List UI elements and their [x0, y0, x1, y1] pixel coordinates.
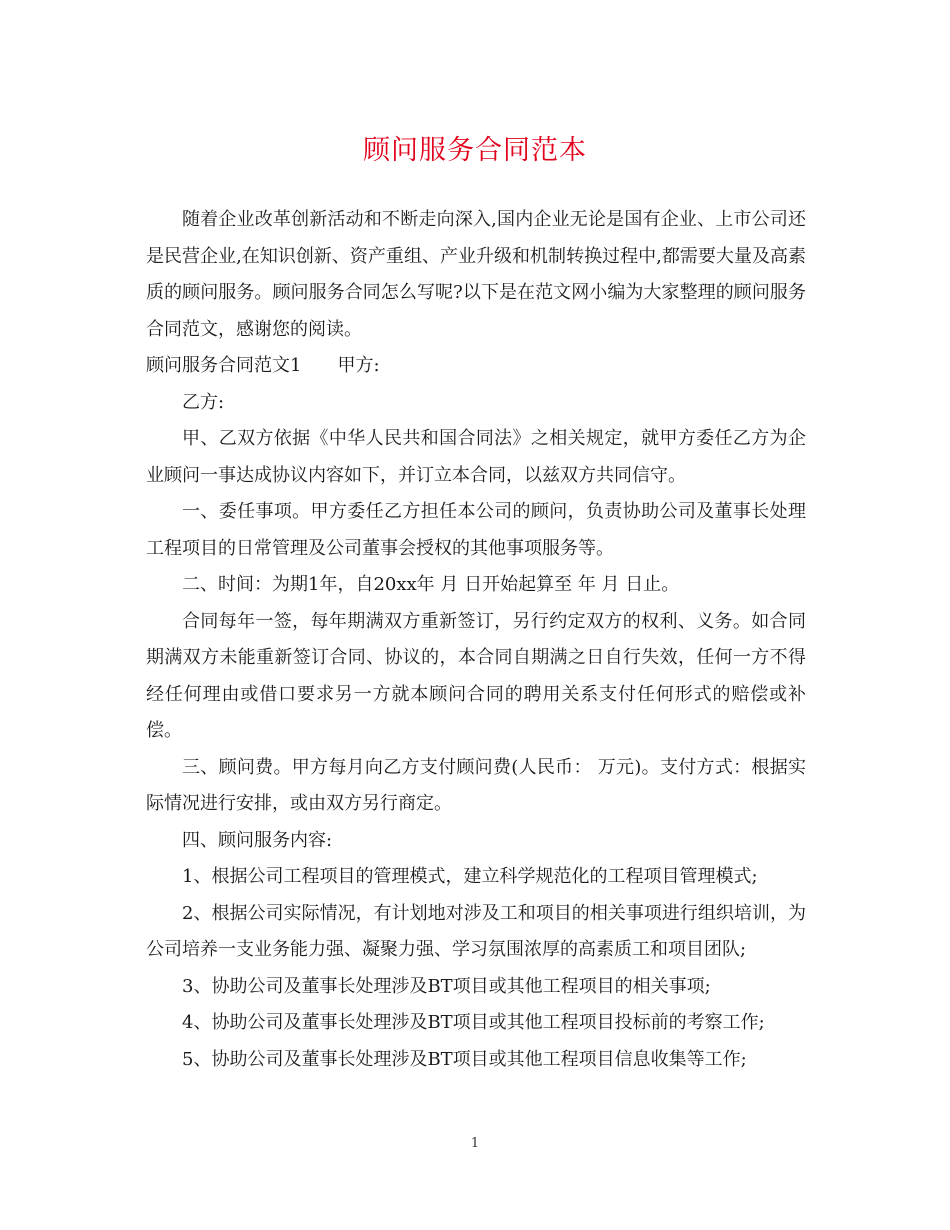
clause-2: 二、时间：为期1年，自20xx年 月 日开始起算至 年 月 日止。	[182, 574, 680, 595]
service-item-5: 5、协助公司及董事长处理涉及BT项目或其他工程项目信息收集等工作;	[182, 1048, 747, 1070]
page-number: 1	[470, 1136, 480, 1151]
sample-heading-party-a: 顾问服务合同范文1 甲方:	[146, 355, 380, 376]
clause-3: 三、顾问费。甲方每月向乙方支付顾问费(人民币： 万元)。支付方式：根据实际情况进行安排，或由双方另行商定。	[146, 756, 806, 814]
document-title: 顾问服务合同范本	[363, 135, 587, 166]
clause-1: 一、委任事项。甲方委任乙方担任本公司的顾问，负责协助公司及董事长处理工程项目的日常管理及公司董事会授权的其他事项服务等。	[146, 501, 806, 559]
service-item-4: 4、协助公司及董事长处理涉及BT项目或其他工程项目投标前的考察工作;	[182, 1012, 765, 1033]
document-body	[146, 202, 806, 1078]
service-item-2: 2、根据公司实际情况，有计划地对涉及工和项目的相关事项进行组织培训，为公司培养一支业务能力强、凝聚力强、学习氛围浓厚的高素质工和项目团队;	[146, 902, 806, 960]
party-b-label: 乙方:	[182, 391, 225, 413]
clause-4-heading: 四、顾问服务内容:	[182, 829, 333, 851]
agreement-paragraph: 甲、乙双方依据《中华人民共和国合同法》之相关规定，就甲方委任乙方为企业顾问一事达成协议内容如下，并订立本合同，以兹双方共同信守。	[146, 428, 806, 486]
renewal-paragraph: 合同每年一签，每年期满双方重新签订，另行约定双方的权利、义务。如合同期满双方未能重新签订合同、协议的，本合同自期满之日自行失效，任何一方不得经任何理由或借口要求另一方就本顾问合同的聘用关系支付任何形式的赔偿或补偿。	[146, 610, 806, 741]
service-item-3: 3、协助公司及董事长处理涉及BT项目或其他工程项目的相关事项;	[182, 975, 711, 997]
service-item-1: 1、根据公司工程项目的管理模式，建立科学规范化的工程项目管理模式;	[182, 866, 758, 887]
intro-paragraph: 随着企业改革创新活动和不断走向深入,国内企业无论是国有企业、上市公司还是民营企业,在知识创新、资产重组、产业升级和机制转换过程中,都需要大量及高素质的顾问服务。顾问服务合同怎么写呢?以下是在范文网小编为大家整理的顾问服务合同范文，感谢您的阅读。	[146, 209, 806, 340]
